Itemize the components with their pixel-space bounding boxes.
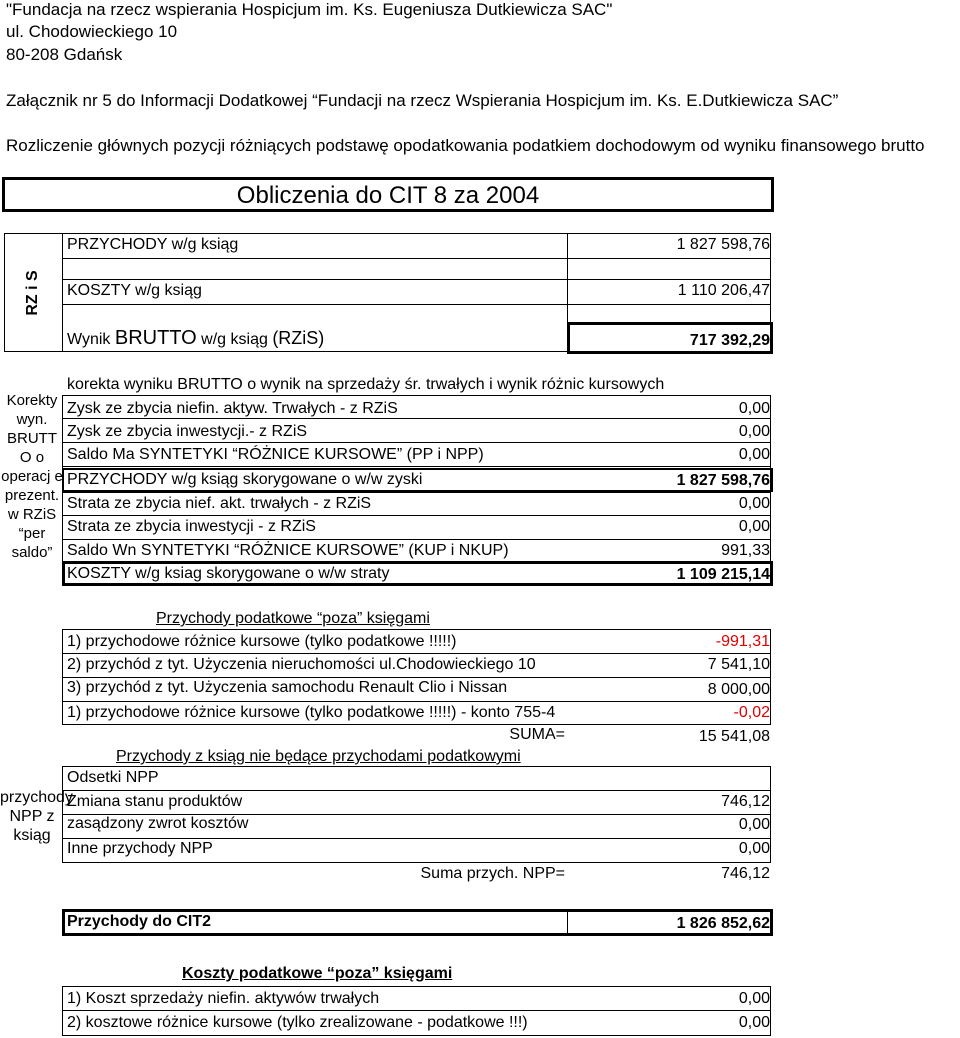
tax-costs-label: 2) kosztowe różnice kursowe (tylko zrealizowane - podatkowe !!!) xyxy=(67,1014,528,1031)
tax-income-value: -991,31 xyxy=(715,633,770,650)
correction-label: Zysk ze zbycia niefin. aktyw. Trwałych - z RZiS xyxy=(67,400,398,417)
correction-label: Saldo Ma SYNTETYKI “RÓŻNICE KURSOWE” (PP i NPP) xyxy=(67,446,484,463)
correction-label: Strata ze zbycia nief. akt. trwałych - z RZiS xyxy=(67,495,372,512)
tax-income-sum-value: 15 541,08 xyxy=(698,728,770,745)
costs-value: 1 110 206,47 xyxy=(677,282,770,299)
npp-side-label: przychody NPP z ksiąg xyxy=(0,789,73,844)
divider xyxy=(62,466,771,467)
npp-heading: Przychody z ksiąg nie będące przychodami podatkowymi xyxy=(116,748,521,765)
divider xyxy=(62,1010,771,1011)
tax-costs-label: 1) Koszt sprzedaży niefin. aktywów trwałych xyxy=(67,990,380,1007)
npp-label: Odsetki NPP xyxy=(67,769,159,786)
npp-value: 0,00 xyxy=(738,816,770,833)
divider xyxy=(62,233,63,352)
correction-value: 1 109 215,14 xyxy=(676,566,770,583)
divider xyxy=(62,677,771,678)
divider xyxy=(62,418,771,419)
divider xyxy=(62,790,771,791)
correction-label: Zysk ze zbycia inwestycji.- z RZiS xyxy=(67,423,308,440)
divider xyxy=(62,492,771,493)
result-label: Wynik BRUTTO w/g ksiąg (RZiS) xyxy=(67,327,325,349)
rzis-side-label: RZ i S xyxy=(24,270,41,316)
divider xyxy=(62,442,771,443)
correction-value: 0,00 xyxy=(738,400,770,417)
tax-income-value: 8 000,00 xyxy=(707,681,770,698)
org-street: ul. Chodowieckiego 10 xyxy=(6,22,178,41)
npp-sum-label: Suma przych. NPP= xyxy=(420,865,565,882)
corrections-heading: korekta wyniku BRUTTO o wynik na sprzedaży śr. trwałych i wynik różnic kursowych xyxy=(67,376,665,393)
title-box xyxy=(2,177,774,212)
page-title: Obliczenia do CIT 8 za 2004 xyxy=(236,182,540,209)
corrections-side-label: Korekty wyn. BRUTT O o operacj e prezent. w RZiS “per saldo” xyxy=(1,392,63,561)
npp-label: zasądzony zwrot kosztów xyxy=(67,815,249,832)
npp-label: Inne przychody NPP xyxy=(67,840,213,857)
attachment-title: Załącznik nr 5 do Informacji Dodatkowej “Fundacji na rzecz Wspierania Hospicjum im. Ks. E.Dutkiewicza SAC” xyxy=(6,91,839,110)
result-value: 717 392,29 xyxy=(689,332,770,349)
divider xyxy=(62,258,771,259)
org-name: "Fundacja na rzecz wspierania Hospicjum im. Ks. Eugeniusza Dutkiewicza SAC" xyxy=(6,0,613,19)
correction-value: 0,00 xyxy=(738,495,770,512)
divider xyxy=(62,304,771,305)
tax-costs-value: 0,00 xyxy=(738,990,770,1007)
income-value: 1 827 598,76 xyxy=(676,236,770,253)
divider xyxy=(62,653,771,654)
correction-label: KOSZTY w/g ksiag skorygowane o w/w straty xyxy=(67,565,390,582)
correction-label: Saldo Wn SYNTETYKI “RÓŻNICE KURSOWE” (KUP i NKUP) xyxy=(67,542,509,559)
costs-label: KOSZTY w/g ksiąg xyxy=(67,282,202,299)
correction-value: 0,00 xyxy=(738,518,770,535)
divider xyxy=(567,909,568,936)
tax-income-label: 2) przychód z tyt. Użyczenia nieruchomości ul.Chodowieckiego 10 xyxy=(67,656,536,673)
divider xyxy=(62,279,771,280)
tax-costs-value: 0,00 xyxy=(738,1014,770,1031)
document-subtitle: Rozliczenie głównych pozycji różniących podstawę opodatkowania podatkiem dochodowym od wyniku finansowego brutto xyxy=(6,136,925,155)
tax-income-heading: Przychody podatkowe “poza” księgami xyxy=(156,610,430,627)
tax-income-label: 3) przychód z tyt. Użyczenia samochodu Renault Clio i Nissan xyxy=(67,679,508,696)
tax-income-value: 7 541,10 xyxy=(707,656,770,673)
income-label: PRZYCHODY w/g ksiąg xyxy=(67,236,239,253)
correction-value: 1 827 598,76 xyxy=(676,472,770,489)
divider xyxy=(62,539,771,540)
tax-income-sum-label: SUMA= xyxy=(509,726,565,743)
cit2-label: Przychody do CIT2 xyxy=(67,913,212,930)
npp-value: 0,00 xyxy=(738,840,770,857)
tax-income-label: 1) przychodowe różnice kursowe (tylko podatkowe !!!!!) - konto 755-4 xyxy=(67,704,556,721)
correction-value: 991,33 xyxy=(721,542,770,559)
tax-income-value: -0,02 xyxy=(733,704,770,721)
npp-sum-value: 746,12 xyxy=(721,865,770,882)
tax-costs-heading: Koszty podatkowe “poza” księgami xyxy=(182,965,453,982)
tax-income-label: 1) przychodowe różnice kursowe (tylko podatkowe !!!!!) xyxy=(67,633,457,650)
divider xyxy=(62,701,771,702)
divider xyxy=(62,515,771,516)
correction-label: PRZYCHODY w/g ksiąg skorygowane o w/w zyski xyxy=(67,471,423,488)
correction-value: 0,00 xyxy=(738,423,770,440)
org-city: 80-208 Gdańsk xyxy=(6,45,123,64)
npp-label: Zmiana stanu produktów xyxy=(67,793,243,810)
divider xyxy=(62,838,771,839)
correction-label: Strata ze zbycia inwestycji - z RZiS xyxy=(67,518,316,535)
cit2-value: 1 826 852,62 xyxy=(676,915,770,932)
npp-value: 746,12 xyxy=(721,793,770,810)
correction-value: 0,00 xyxy=(738,446,770,463)
